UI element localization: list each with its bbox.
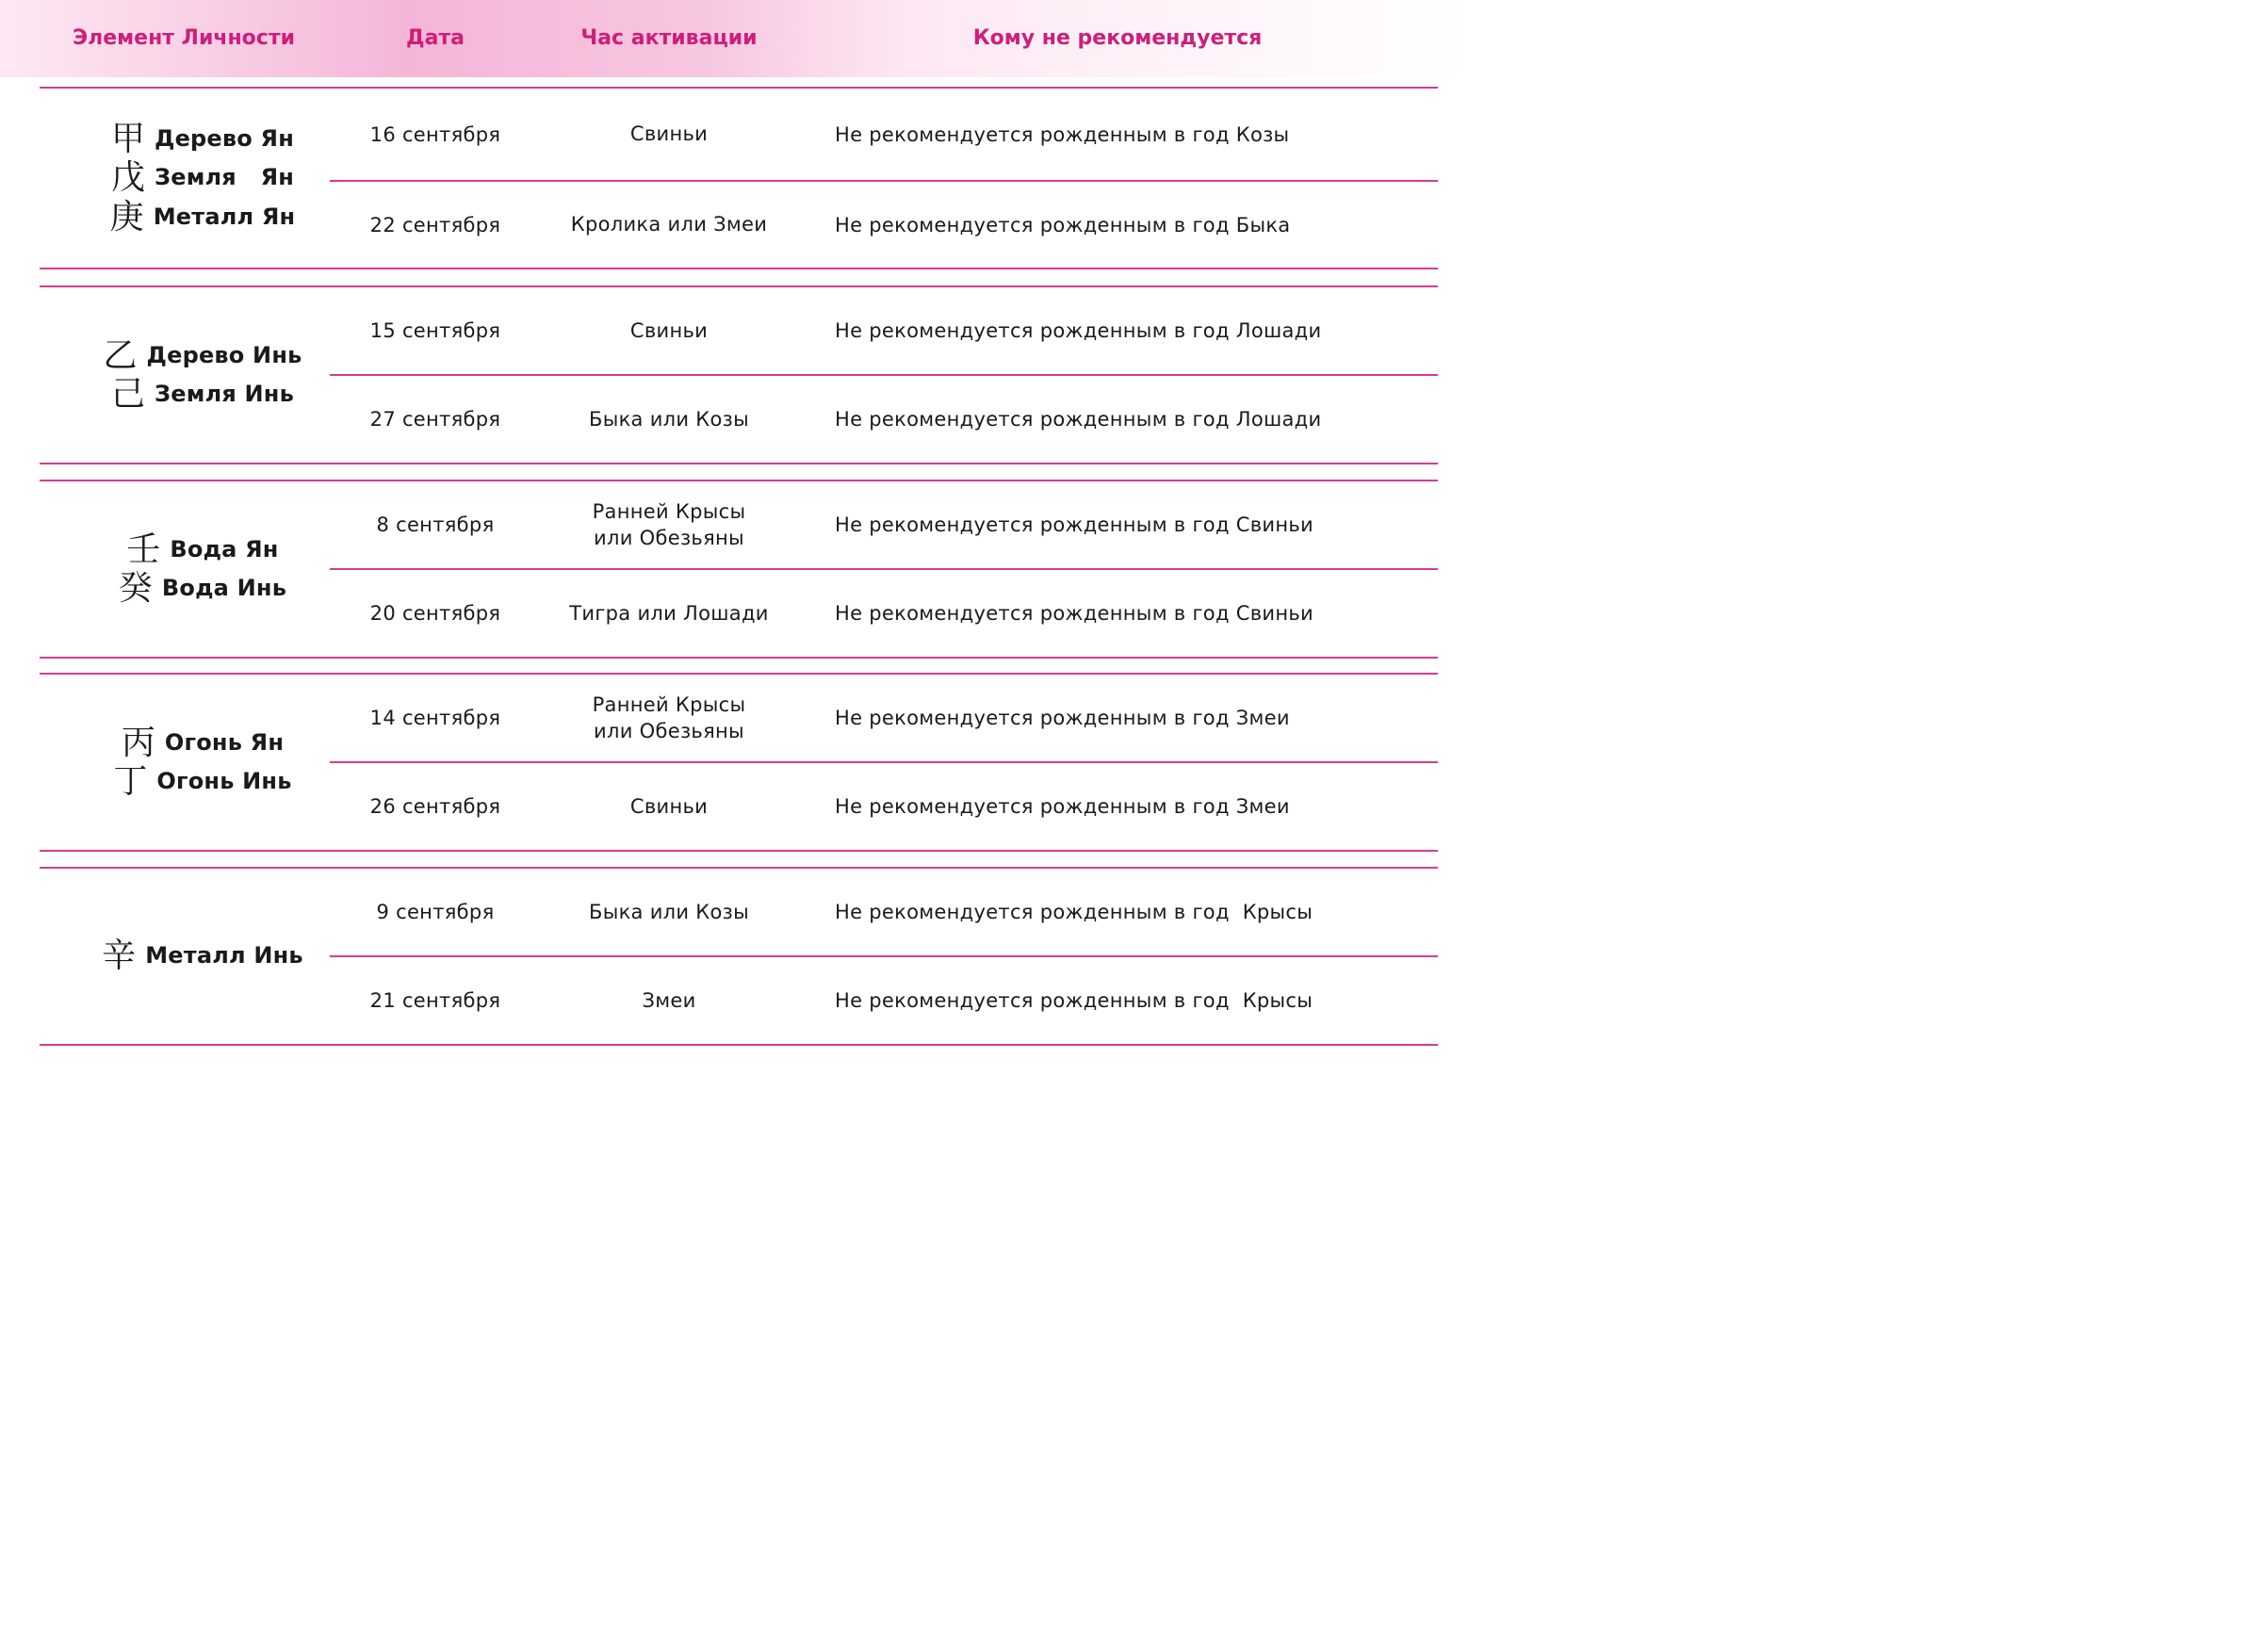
- hour-line: Змеи: [642, 988, 696, 1012]
- hour-line: Кролика или Змеи: [570, 213, 768, 236]
- header-date: Дата: [405, 26, 465, 50]
- element-glyph: 己: [111, 375, 146, 414]
- date-cell: 14 сентября: [369, 707, 501, 729]
- element-name: Земля Инь: [155, 380, 294, 407]
- not-recommended-cell: Не рекомендуется рожденным в год Крысы: [835, 989, 1313, 1012]
- element-glyph: 壬: [126, 529, 161, 569]
- element-entry: [104, 336, 302, 375]
- not-recommended-cell: Не рекомендуется рожденным в год Змеи: [835, 707, 1290, 729]
- hour-cell: [541, 957, 797, 1044]
- element-name: Дерево Инь: [146, 341, 302, 368]
- hour-line: Тигра или Лошади: [569, 601, 769, 625]
- hour-cell: [541, 287, 797, 374]
- hour-line: Свиньи: [629, 318, 709, 342]
- element-glyph: 乙: [103, 335, 138, 375]
- not-recommended-cell: Не рекомендуется рожденным в год Свиньи: [835, 513, 1313, 536]
- hour-cell: [541, 763, 797, 850]
- table-group: [0, 673, 1470, 852]
- date-cell: 21 сентября: [369, 989, 501, 1012]
- hour-cell: [541, 89, 797, 180]
- element-entry: [111, 375, 294, 414]
- element-entry: [126, 530, 278, 569]
- element-name: Вода Инь: [161, 574, 287, 601]
- header-hour: Час активации: [580, 26, 758, 50]
- not-recommended-cell: Не рекомендуется рожденным в год Лошади: [835, 408, 1322, 431]
- not-recommended-cell: Не рекомендуется рожденным в год Быка: [835, 213, 1291, 236]
- hour-line: Ранней Крысы: [592, 499, 746, 523]
- header-element: Элемент Личности: [72, 26, 295, 50]
- group-bottom-divider: [40, 463, 1438, 464]
- element-cell: [75, 89, 330, 268]
- group-bottom-divider: [40, 1044, 1438, 1046]
- hour-cell: [541, 570, 797, 657]
- element-glyph: 庚: [109, 197, 144, 236]
- element-name: Металл Инь: [145, 942, 303, 969]
- element-name: Огонь Инь: [156, 767, 292, 794]
- element-cell: [75, 481, 330, 657]
- date-cell: 22 сентября: [369, 213, 501, 236]
- not-recommended-cell: Не рекомендуется рожденным в год Змеи: [835, 795, 1290, 818]
- element-entry: [102, 937, 303, 975]
- hour-cell: [541, 869, 797, 955]
- element-glyph: 癸: [118, 569, 153, 608]
- element-entry: [122, 724, 284, 762]
- group-bottom-divider: [40, 268, 1438, 269]
- table-group: [0, 87, 1470, 269]
- hour-line: или Обезьяны: [594, 527, 744, 549]
- hour-cell: [541, 675, 797, 761]
- element-entry: [113, 762, 291, 801]
- group-bottom-divider: [40, 850, 1438, 852]
- not-recommended-cell: Не рекомендуется рожденным в год Козы: [835, 122, 1290, 146]
- element-cell: [75, 287, 330, 463]
- hour-cell: [541, 481, 797, 568]
- date-cell: 26 сентября: [369, 795, 501, 818]
- not-recommended-cell: Не рекомендуется рожденным в год Крысы: [835, 901, 1313, 923]
- table-group: [0, 480, 1470, 659]
- date-cell: 16 сентября: [369, 122, 501, 146]
- element-name: Вода Ян: [170, 535, 279, 562]
- date-cell: 27 сентября: [369, 408, 501, 431]
- hour-cell: [541, 376, 797, 463]
- header-not-recommended: Кому не рекомендуется: [972, 26, 1263, 50]
- element-entry: [119, 569, 286, 608]
- element-name: Огонь Ян: [164, 728, 285, 756]
- element-name: Дерево Ян: [155, 124, 295, 152]
- element-name: Земля Ян: [154, 164, 295, 191]
- not-recommended-cell: Не рекомендуется рожденным в год Лошади: [835, 319, 1322, 342]
- element-glyph: 甲: [110, 119, 145, 158]
- hour-line: Свиньи: [629, 122, 709, 146]
- date-cell: 8 сентября: [376, 513, 495, 536]
- element-glyph: 丁: [113, 762, 148, 801]
- hour-line: или Обезьяны: [594, 720, 744, 742]
- element-glyph: 戊: [110, 158, 145, 198]
- element-glyph: 丙: [121, 723, 155, 762]
- table-group: [0, 285, 1470, 464]
- table-header: [0, 0, 1470, 77]
- hour-line: Свиньи: [629, 794, 709, 818]
- element-entry: [111, 120, 294, 158]
- element-cell: [75, 869, 330, 1044]
- hour-line: Ранней Крысы: [592, 692, 746, 716]
- hour-line: Быка или Козы: [588, 407, 749, 431]
- hour-cell: [541, 182, 797, 268]
- hour-line: Быка или Козы: [588, 900, 749, 923]
- group-bottom-divider: [40, 657, 1438, 659]
- element-glyph: 辛: [102, 937, 137, 976]
- date-cell: 20 сентября: [369, 602, 501, 625]
- element-entry: [111, 158, 294, 197]
- not-recommended-cell: Не рекомендуется рожденным в год Свиньи: [835, 602, 1313, 625]
- element-entry: [110, 198, 296, 236]
- table-group: [0, 867, 1470, 1046]
- element-name: Металл Ян: [153, 203, 296, 230]
- date-cell: 15 сентября: [369, 319, 501, 342]
- element-cell: [75, 675, 330, 850]
- date-cell: 9 сентября: [376, 901, 495, 923]
